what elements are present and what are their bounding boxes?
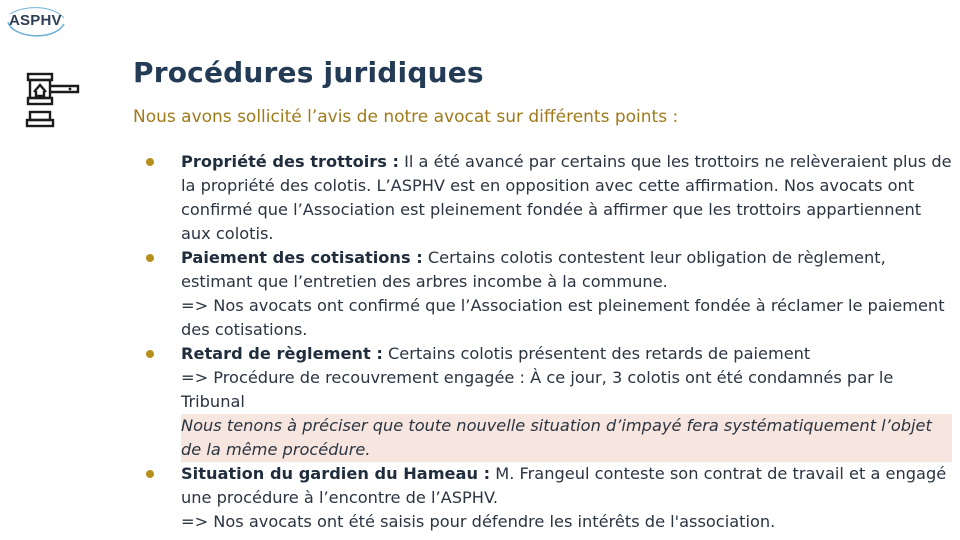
- list-item: [146, 462, 952, 534]
- list-item: [146, 150, 952, 246]
- list-item: [146, 246, 952, 342]
- item-title: Propriété des trottoirs :: [181, 152, 399, 171]
- gavel-icon: [24, 70, 82, 130]
- item-text: Certains colotis contestent leur obligation de règlement, estimant que l’entretien des arbres incombe à la commune.: [181, 248, 886, 291]
- item-title: Paiement des cotisations :: [181, 248, 423, 267]
- highlighted-note: Nous tenons à préciser que toute nouvelle situation d’impayé fera systématiquement l’objet de la même procédure.: [181, 414, 952, 462]
- bullet: [146, 350, 154, 358]
- bullet: [146, 254, 154, 262]
- item-text: M. Frangeul conteste son contrat de travail et a engagé une procédure à l’encontre de l’ASPHV.: [181, 464, 947, 507]
- bullet: [146, 158, 154, 166]
- item-followup: => Nos avocats ont été saisis pour défendre les intérêts de l'association.: [181, 512, 776, 531]
- bullet: [146, 470, 154, 478]
- logo-text: ASPHV: [9, 12, 62, 29]
- item-title: Retard de règlement :: [181, 344, 383, 363]
- item-followup: => Procédure de recouvrement engagée : À ce jour, 3 colotis ont été condamnés par le Tribunal: [181, 368, 894, 411]
- item-title: Situation du gardien du Hameau :: [181, 464, 491, 483]
- item-text: Certains colotis présentent des retards de paiement: [382, 344, 811, 363]
- page-subtitle: Nous avons sollicité l’avis de notre avocat sur différents points :: [133, 107, 679, 127]
- item-text: Il a été avancé par certains que les trottoirs ne relèveraient plus de la propriété des colotis. L’ASPHV est en opposition avec cette affirmation. Nos avocats ont confirmé que l’Association est pleinement fondée à affirmer que les trottoirs appartiennent aux colotis.: [181, 152, 952, 243]
- list-item: [146, 342, 952, 462]
- item-followup: => Nos avocats ont confirmé que l’Association est pleinement fondée à réclamer le paiement des cotisations.: [181, 296, 945, 339]
- asphv-logo: [6, 4, 70, 40]
- page-title: Procédures juridiques: [133, 56, 484, 89]
- procedures-list: [146, 150, 952, 534]
